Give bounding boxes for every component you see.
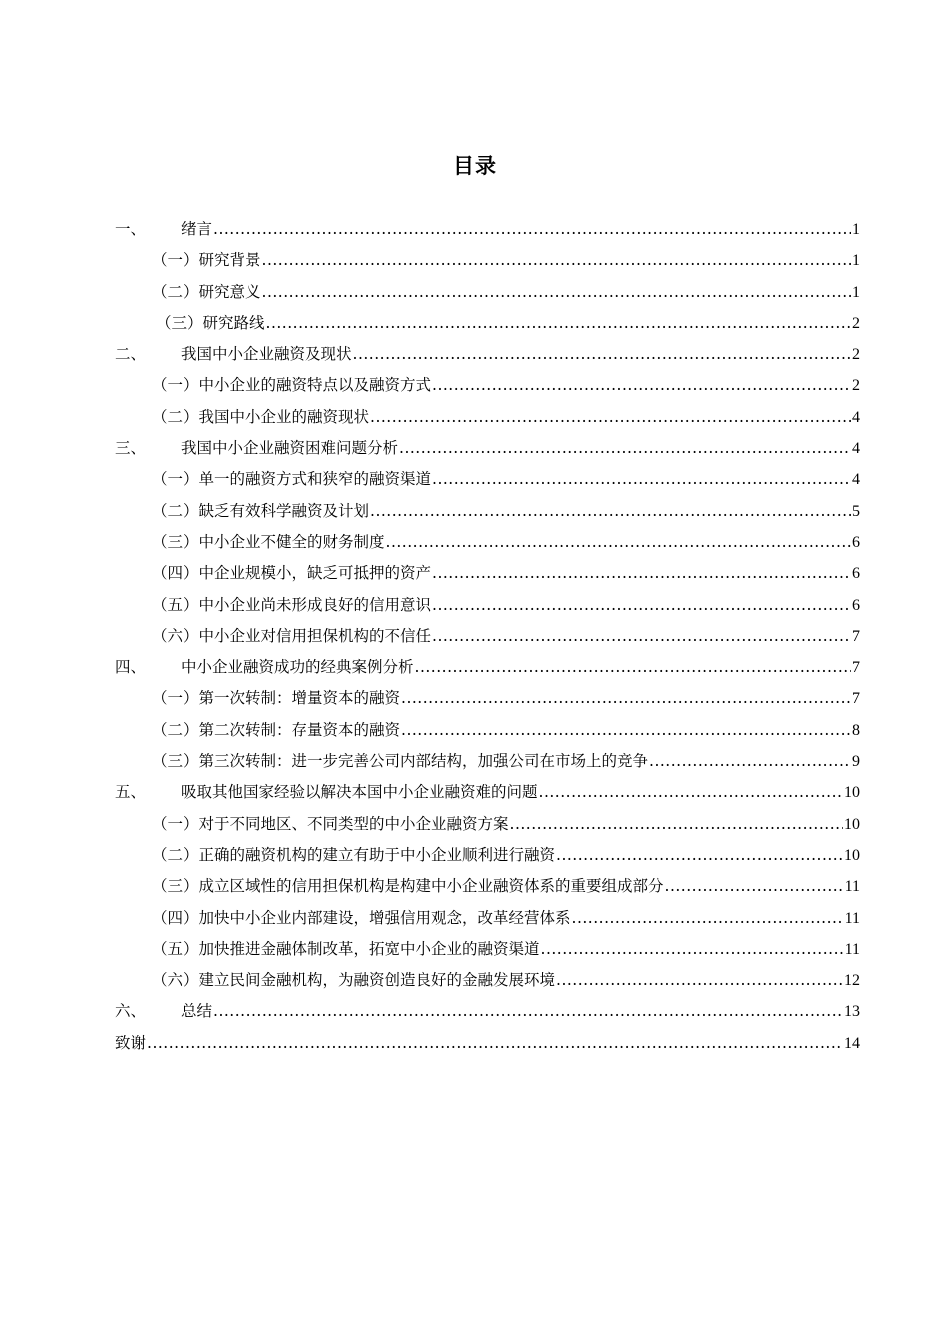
toc-dot-leader <box>401 721 851 739</box>
toc-dot-leader <box>556 971 843 989</box>
toc-entry[interactable] <box>115 843 860 874</box>
toc-page-number: 7 <box>852 690 860 708</box>
toc-page-number: 10 <box>844 815 860 833</box>
toc-entry-label: 总结 <box>181 1002 213 1021</box>
toc-entry-label: （二）缺乏有效科学融资及计划 <box>152 501 370 520</box>
toc-entry[interactable] <box>115 373 860 404</box>
toc-entry-number: 四、 <box>115 658 147 677</box>
toc-entry[interactable] <box>115 812 860 843</box>
toc-entry[interactable] <box>115 248 860 279</box>
toc-entry[interactable] <box>115 968 860 999</box>
toc-page-number: 4 <box>852 471 860 489</box>
toc-entry[interactable] <box>115 780 860 811</box>
toc-entry[interactable] <box>115 999 860 1030</box>
toc-dot-leader <box>510 815 843 833</box>
toc-entry[interactable] <box>115 718 860 749</box>
toc-page-number: 11 <box>844 940 860 958</box>
toc-entry[interactable] <box>115 217 860 248</box>
toc-entry[interactable] <box>115 405 860 436</box>
toc-entry[interactable] <box>115 436 860 467</box>
toc-dot-leader <box>147 1034 843 1052</box>
toc-dot-leader <box>415 658 851 676</box>
toc-entry-label: （三）研究路线 <box>156 313 265 332</box>
toc-page-number: 2 <box>852 314 860 332</box>
toc-entry[interactable] <box>115 624 860 655</box>
toc-dot-leader <box>665 877 844 895</box>
toc-page-number: 1 <box>852 283 860 301</box>
toc-dot-leader <box>539 783 843 801</box>
toc-entry-label: （六）建立民间金融机构，为融资创造良好的金融发展环境 <box>152 971 556 990</box>
toc-entry-label: （一）研究背景 <box>152 251 261 270</box>
toc-page-number: 2 <box>852 346 860 364</box>
toc-page-number: 7 <box>852 627 860 645</box>
toc-page-number: 7 <box>852 659 860 677</box>
toc-dot-leader <box>556 846 843 864</box>
toc-page-number: 9 <box>852 753 860 771</box>
toc-entry[interactable] <box>115 686 860 717</box>
toc-entry-label: （六）中小企业对信用担保机构的不信任 <box>152 626 432 645</box>
toc-entry-label: （二）正确的融资机构的建立有助于中小企业顺利进行融资 <box>152 845 556 864</box>
toc-entry-label: （二）研究意义 <box>152 282 261 301</box>
toc-entry[interactable] <box>115 530 860 561</box>
toc-entry-number: 一、 <box>115 220 147 238</box>
toc-entry-label: 致谢 <box>115 1033 147 1052</box>
toc-entry[interactable] <box>115 906 860 937</box>
toc-entry-label: 吸取其他国家经验以解决本国中小企业融资难的问题 <box>181 783 538 802</box>
toc-dot-leader <box>432 376 851 394</box>
toc-entry-number: 三、 <box>115 439 147 458</box>
toc-entry[interactable] <box>115 874 860 905</box>
toc-entry-label: 我国中小企业融资困难问题分析 <box>181 439 399 458</box>
table-of-contents <box>115 217 860 1062</box>
toc-entry-number: 六、 <box>115 1002 147 1021</box>
toc-entry-label: （三）中小企业不健全的财务制度 <box>152 532 385 551</box>
toc-page-number: 14 <box>844 1034 860 1052</box>
toc-entry-label: （三）成立区域性的信用担保机构是构建中小企业融资体系的重要组成部分 <box>152 877 664 896</box>
toc-page-number: 6 <box>852 565 860 583</box>
toc-page-number: 12 <box>844 972 860 990</box>
toc-dot-leader <box>572 909 844 927</box>
toc-dot-leader <box>401 689 851 707</box>
toc-entry-label: （五）中小企业尚未形成良好的信用意识 <box>152 595 432 614</box>
toc-entry[interactable] <box>115 280 860 311</box>
toc-dot-leader <box>353 345 851 363</box>
toc-dot-leader <box>432 470 851 488</box>
toc-page-number: 4 <box>852 440 860 458</box>
toc-page-number: 6 <box>852 596 860 614</box>
toc-dot-leader <box>432 564 851 582</box>
toc-page-number: 2 <box>852 377 860 395</box>
toc-entry[interactable] <box>115 342 860 373</box>
toc-entry[interactable] <box>115 655 860 686</box>
toc-entry-label: 中小企业融资成功的经典案例分析 <box>181 658 414 677</box>
toc-page-number: 13 <box>844 1003 860 1021</box>
toc-entry[interactable] <box>115 749 860 780</box>
toc-entry[interactable] <box>115 937 860 968</box>
toc-page-number: 11 <box>844 878 860 896</box>
toc-entry[interactable] <box>115 1031 860 1062</box>
toc-dot-leader <box>399 439 851 457</box>
toc-page-number: 6 <box>852 533 860 551</box>
toc-page-number: 4 <box>852 408 860 426</box>
toc-dot-leader <box>213 220 851 238</box>
toc-dot-leader <box>370 502 851 520</box>
toc-dot-leader <box>649 752 851 770</box>
toc-entry-label: （一）对于不同地区、不同类型的中小企业融资方案 <box>152 814 509 833</box>
toc-entry-label: （一）中小企业的融资特点以及融资方式 <box>152 376 432 395</box>
toc-page-number: 8 <box>852 721 860 739</box>
toc-entry-label: （二）我国中小企业的融资现状 <box>152 407 370 426</box>
toc-entry-number: 五、 <box>115 783 147 802</box>
toc-page-number: 10 <box>844 846 860 864</box>
toc-dot-leader <box>386 533 851 551</box>
toc-entry-label: 我国中小企业融资及现状 <box>181 345 352 364</box>
toc-page-number: 1 <box>852 221 860 238</box>
toc-entry[interactable] <box>115 499 860 530</box>
toc-entry[interactable] <box>115 311 860 342</box>
toc-dot-leader <box>262 251 851 269</box>
toc-entry-number: 二、 <box>115 345 147 364</box>
toc-entry-label: （三）第三次转制：进一步完善公司内部结构，加强公司在市场上的竞争 <box>152 752 649 771</box>
toc-dot-leader <box>266 314 851 332</box>
toc-dot-leader <box>432 627 851 645</box>
toc-entry-label: （四）中企业规模小，缺乏可抵押的资产 <box>152 564 432 583</box>
toc-dot-leader <box>541 940 844 958</box>
toc-entry[interactable] <box>115 561 860 592</box>
toc-page-number: 11 <box>844 909 860 927</box>
toc-entry-label: （一）第一次转制：增量资本的融资 <box>152 689 401 708</box>
page-title: 目录 <box>453 154 497 178</box>
toc-page-number: 5 <box>852 502 860 520</box>
toc-entry-label: （二）第二次转制：存量资本的融资 <box>152 720 401 739</box>
toc-page-number: 10 <box>844 784 860 802</box>
toc-entry[interactable] <box>115 593 860 624</box>
toc-entry-label: （五）加快推进金融体制改革，拓宽中小企业的融资渠道 <box>152 939 540 958</box>
toc-dot-leader <box>370 408 851 426</box>
toc-entry-label: （一）单一的融资方式和狭窄的融资渠道 <box>152 470 432 489</box>
toc-entry-label: （四）加快中小企业内部建设，增强信用观念，改革经营体系 <box>152 908 571 927</box>
toc-entry-label: 绪言 <box>181 220 213 238</box>
toc-dot-leader <box>432 596 851 614</box>
toc-page-number: 1 <box>852 252 860 270</box>
toc-dot-leader <box>262 283 851 301</box>
toc-dot-leader <box>213 1002 843 1020</box>
toc-entry[interactable] <box>115 467 860 498</box>
